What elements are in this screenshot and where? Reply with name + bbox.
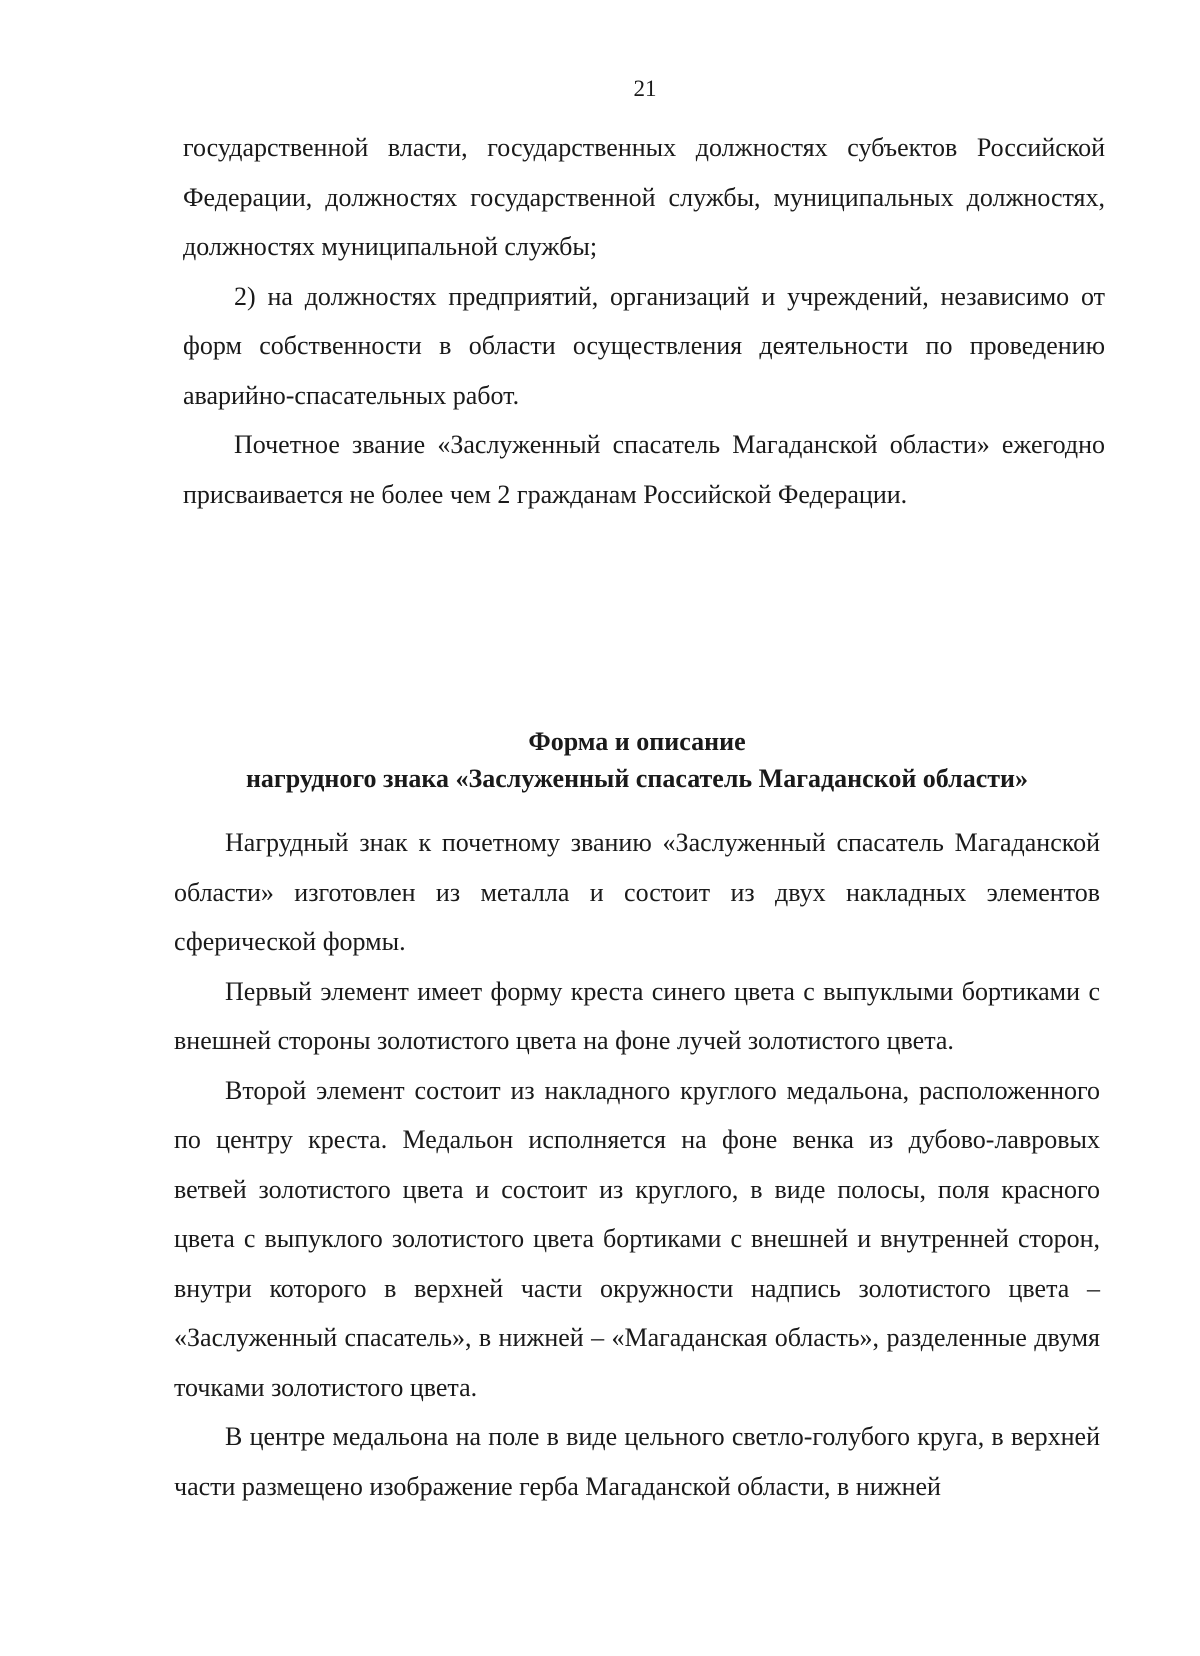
paragraph-first-element: Первый элемент имеет форму креста синего цвета с выпуклыми бортиками с внешней стороны золотистого цвета на фоне лучей золотистого цвета. [174, 976, 1100, 1055]
top-text-section [183, 123, 1105, 519]
paragraph-honorary-title: Почетное звание «Заслуженный спасатель Магаданской области» ежегодно присваивается не более чем 2 гражданам Российской Федерации. [183, 430, 1105, 509]
heading-line-2: нагрудного знака «Заслуженный спасатель Магаданской области» [245, 764, 1029, 793]
paragraph-continuation: государственной власти, государственных должностях субъектов Российской Федерации, должностях государственной службы, муниципальных должностях, должностях муниципальной службы; [183, 133, 1105, 261]
heading-line-1: Форма и описание [528, 727, 746, 756]
paragraph-item-2: 2) на должностях предприятий, организаций и учреждений, независимо от форм собственности в области осуществления деятельности по проведению аварийно-спасательных работ. [183, 281, 1105, 410]
page-number: 21 [633, 76, 657, 101]
paragraph-badge-intro: Нагрудный знак к почетному званию «Заслуженный спасатель Магаданской области» изготовлен из металла и состоит из двух накладных элементов сферической формы. [174, 828, 1100, 956]
paragraph-medallion-center: В центре медальона на поле в виде цельного светло-голубого круга, в верхней части размещено изображение герба Магаданской области, в нижней [174, 1422, 1100, 1501]
paragraph-second-element: Второй элемент состоит из накладного круглого медальона, расположенного по центру креста. Медальон исполняется на фоне венка из дубово-лавровых ветвей золотистого цвета и состоит из круглого, в виде полосы, поля красного цвета с выпуклого золотистого цвета бортиками с внешней и внутренней сторон, внутри которого в верхней части окружности надпись золотистого цвета – «Заслуженный спасатель», в нижней – «Магаданская область», разделенные двумя точками золотистого цвета. [174, 1075, 1100, 1402]
badge-description-section [174, 818, 1100, 1511]
section-heading [174, 723, 1100, 797]
